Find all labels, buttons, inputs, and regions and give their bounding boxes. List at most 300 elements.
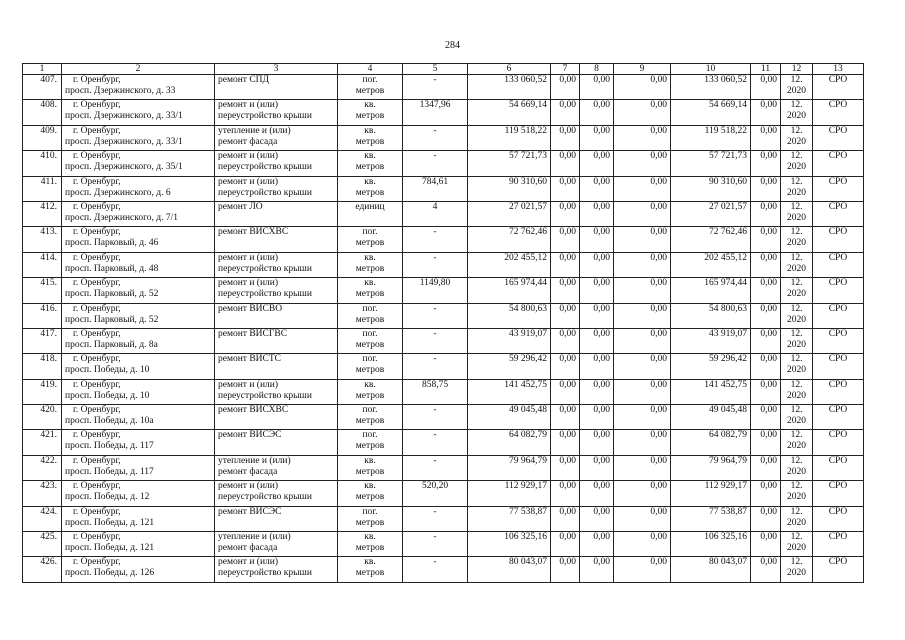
unit-cell [338,328,403,353]
col8-cell: 0,00 [580,75,614,100]
work-type-cell-line: переустройство крыши [218,492,312,503]
col11-cell: 0,00 [751,201,781,226]
address-cell-line: просп. Победы, д. 126 [65,568,155,579]
method-cell: СРО [813,328,864,353]
deadline-cell-line: 2020 [787,365,806,376]
col10-cell: 165 974,44 [671,278,751,303]
deadline-cell [781,481,813,506]
address-cell-line: просп. Парковый, д. 52 [65,289,159,300]
work-type-cell-line: ремонт СПД [218,75,270,85]
work-type-cell [215,379,338,404]
unit-cell [338,176,403,201]
address-cell-line: просп. Дзержинского, д. 6 [65,187,171,198]
unit-cell-line: метров [355,289,385,300]
unit-cell [338,278,403,303]
unit-cell-line: кв. [364,176,376,187]
table-row [23,405,864,430]
unit-cell-line: метров [355,441,385,452]
work-type-cell [215,100,338,125]
row-number-cell: 408. [23,100,62,125]
volume-cell: - [403,430,468,455]
unit-cell [338,506,403,531]
address-cell-line: просп. Дзержинского, д. 33/1 [65,111,183,122]
method-cell: СРО [813,75,864,100]
col10-cell: 112 929,17 [671,481,751,506]
deadline-cell-line: 2020 [787,136,806,147]
address-cell [62,303,215,328]
address-cell [62,405,215,430]
col7-cell: 0,00 [551,506,580,531]
total-cost-cell: 141 452,75 [468,379,551,404]
column-number-header: 3 [215,64,338,75]
deadline-cell [781,278,813,303]
volume-cell: - [403,328,468,353]
unit-cell [338,379,403,404]
col11-cell: 0,00 [751,252,781,277]
work-type-cell-line: ремонт ВИСХВС [218,405,289,416]
col10-cell: 133 060,52 [671,75,751,100]
table-row [23,227,864,252]
col11-cell: 0,00 [751,278,781,303]
col11-cell: 0,00 [751,75,781,100]
address-cell-line: г. Оренбург, [73,557,121,568]
col9-cell: 0,00 [614,506,671,531]
work-type-cell-line: переустройство крыши [218,111,312,122]
column-number-header: 12 [781,64,813,75]
deadline-cell [781,379,813,404]
table-row [23,455,864,480]
deadline-cell-line: 12. [790,100,803,111]
deadline-cell-line: 12. [790,227,803,238]
col11-cell: 0,00 [751,328,781,353]
address-cell [62,151,215,176]
address-cell [62,481,215,506]
deadline-cell [781,354,813,379]
col7-cell: 0,00 [551,100,580,125]
work-type-cell-line: ремонт ВИСВО [218,303,283,314]
col10-cell: 119 518,22 [671,125,751,150]
deadline-cell-line: 2020 [787,162,806,173]
unit-cell-line: кв. [364,532,376,543]
work-type-cell [215,328,338,353]
address-cell-line: просп. Дзержинского, д. 35/1 [65,162,183,173]
work-type-cell [215,430,338,455]
total-cost-cell: 202 455,12 [468,252,551,277]
col11-cell: 0,00 [751,125,781,150]
col10-cell: 141 452,75 [671,379,751,404]
deadline-cell-line: 12. [790,201,803,212]
unit-cell [338,100,403,125]
column-number-header: 6 [468,64,551,75]
unit-cell-line: метров [355,492,385,503]
unit-cell-line: кв. [364,455,376,466]
row-number-cell: 414. [23,252,62,277]
total-cost-cell: 43 919,07 [468,328,551,353]
row-number-cell: 423. [23,481,62,506]
table-row [23,278,864,303]
col7-cell: 0,00 [551,557,580,582]
col8-cell: 0,00 [580,125,614,150]
total-cost-cell: 133 060,52 [468,75,551,100]
col9-cell: 0,00 [614,328,671,353]
unit-cell [338,481,403,506]
unit-cell-line: кв. [364,481,376,492]
work-type-cell-line: ремонт и (или) [218,100,279,111]
volume-cell: - [403,557,468,582]
row-number-cell: 409. [23,125,62,150]
table-row [23,151,864,176]
deadline-cell-line: 2020 [787,568,806,579]
method-cell: СРО [813,455,864,480]
deadline-cell-line: 2020 [787,517,806,528]
work-type-cell [215,125,338,150]
unit-cell-line: метров [355,543,385,554]
address-cell [62,354,215,379]
volume-cell: 1347,96 [403,100,468,125]
work-type-cell [215,303,338,328]
address-cell-line: просп. Победы, д. 117 [65,441,154,452]
unit-cell-line: метров [355,365,385,376]
address-cell-line: просп. Дзержинского, д. 33/1 [65,136,183,147]
address-cell-line: г. Оренбург, [73,506,121,517]
work-type-cell-line: ремонт и (или) [218,176,279,187]
address-cell-line: просп. Победы, д. 121 [65,543,155,554]
unit-cell-line: кв. [364,252,376,263]
col7-cell: 0,00 [551,176,580,201]
deadline-cell-line: 12. [790,125,803,136]
address-cell-line: просп. Парковый, д. 52 [65,314,159,325]
unit-cell [338,532,403,557]
method-cell: СРО [813,481,864,506]
unit-cell-line: метров [355,314,385,325]
col10-cell: 79 964,79 [671,455,751,480]
work-type-cell-line: переустройство крыши [218,263,312,274]
deadline-cell [781,100,813,125]
row-number-cell: 420. [23,405,62,430]
col8-cell: 0,00 [580,176,614,201]
col8-cell: 0,00 [580,278,614,303]
col8-cell: 0,00 [580,557,614,582]
col7-cell: 0,00 [551,328,580,353]
col9-cell: 0,00 [614,227,671,252]
col10-cell: 77 538,87 [671,506,751,531]
col9-cell: 0,00 [614,201,671,226]
deadline-cell-line: 12. [790,379,803,390]
volume-cell: - [403,455,468,480]
col8-cell: 0,00 [580,227,614,252]
address-cell-line: просп. Дзержинского, д. 7/1 [65,212,179,223]
unit-cell [338,201,403,226]
work-type-cell [215,557,338,582]
col9-cell: 0,00 [614,532,671,557]
col8-cell: 0,00 [580,430,614,455]
address-cell-line: просп. Дзержинского, д. 33 [65,86,176,96]
col9-cell: 0,00 [614,75,671,100]
method-cell: СРО [813,125,864,150]
table-row [23,354,864,379]
row-number-cell: 422. [23,455,62,480]
deadline-cell-line: 2020 [787,314,806,325]
deadline-cell-line: 12. [790,430,803,441]
work-type-cell [215,201,338,226]
address-cell-line: г. Оренбург, [73,176,121,187]
method-cell: СРО [813,151,864,176]
unit-cell-line: метров [355,339,385,350]
unit-cell [338,405,403,430]
address-cell [62,278,215,303]
column-number-header: 11 [751,64,781,75]
col11-cell: 0,00 [751,303,781,328]
address-cell-line: просп. Победы, д. 117 [65,466,154,477]
volume-cell: - [403,405,468,430]
table-row [23,328,864,353]
col11-cell: 0,00 [751,455,781,480]
col10-cell: 43 919,07 [671,328,751,353]
volume-cell: - [403,125,468,150]
table-row [23,303,864,328]
address-cell [62,75,215,100]
unit-cell-line: метров [355,162,385,173]
column-number-header: 1 [23,64,62,75]
work-type-cell [215,481,338,506]
col10-cell: 27 021,57 [671,201,751,226]
deadline-cell-line: 2020 [787,86,806,96]
work-type-cell [215,405,338,430]
method-cell: СРО [813,532,864,557]
unit-cell-line: пог. [362,303,378,314]
method-cell: СРО [813,405,864,430]
total-cost-cell: 90 310,60 [468,176,551,201]
col10-cell: 90 310,60 [671,176,751,201]
table-row [23,481,864,506]
col7-cell: 0,00 [551,252,580,277]
address-cell-line: г. Оренбург, [73,328,121,339]
method-cell: СРО [813,278,864,303]
col9-cell: 0,00 [614,430,671,455]
deadline-cell-line: 12. [790,557,803,568]
method-cell: СРО [813,354,864,379]
table-row [23,125,864,150]
method-cell: СРО [813,430,864,455]
address-cell-line: г. Оренбург, [73,278,121,289]
deadline-cell-line: 2020 [787,263,806,274]
total-cost-cell: 72 762,46 [468,227,551,252]
col7-cell: 0,00 [551,481,580,506]
column-number-header: 9 [614,64,671,75]
col8-cell: 0,00 [580,328,614,353]
col8-cell: 0,00 [580,532,614,557]
volume-cell: 1149,80 [403,278,468,303]
unit-cell [338,455,403,480]
col10-cell: 72 762,46 [671,227,751,252]
deadline-cell-line: 12. [790,252,803,263]
work-type-cell-line: переустройство крыши [218,162,312,173]
column-number-row [23,64,864,75]
work-type-cell-line: ремонт ВИСГВС [218,328,288,339]
address-cell-line: просп. Победы, д. 10 [65,390,150,401]
col8-cell: 0,00 [580,455,614,480]
deadline-cell [781,176,813,201]
work-type-cell-line: ремонт ВИСХВС [218,227,289,238]
total-cost-cell: 49 045,48 [468,405,551,430]
deadline-cell [781,151,813,176]
col7-cell: 0,00 [551,532,580,557]
column-number-header: 8 [580,64,614,75]
deadline-cell-line: 2020 [787,390,806,401]
volume-cell: - [403,252,468,277]
row-number-cell: 426. [23,557,62,582]
deadline-cell [781,75,813,100]
unit-cell-line: кв. [364,151,376,162]
address-cell-line: г. Оренбург, [73,227,121,238]
col8-cell: 0,00 [580,303,614,328]
address-cell [62,227,215,252]
col9-cell: 0,00 [614,100,671,125]
deadline-cell-line: 12. [790,176,803,187]
address-cell-line: г. Оренбург, [73,151,121,162]
work-type-cell [215,227,338,252]
unit-cell-line: метров [355,466,385,477]
col8-cell: 0,00 [580,379,614,404]
deadline-cell [781,125,813,150]
unit-cell-line: метров [355,187,385,198]
work-type-cell-line: ремонт ЛО [218,201,263,212]
col9-cell: 0,00 [614,278,671,303]
work-type-cell-line: ремонт фасада [218,543,278,554]
deadline-cell [781,455,813,480]
col9-cell: 0,00 [614,125,671,150]
volume-cell: 858,75 [403,379,468,404]
col7-cell: 0,00 [551,354,580,379]
unit-cell-line: пог. [362,506,378,517]
col11-cell: 0,00 [751,481,781,506]
total-cost-cell: 64 082,79 [468,430,551,455]
col8-cell: 0,00 [580,151,614,176]
deadline-cell [781,532,813,557]
unit-cell-line: пог. [362,227,378,238]
deadline-cell [781,201,813,226]
address-cell [62,557,215,582]
unit-cell [338,125,403,150]
page-number: 284 [445,40,460,51]
unit-cell-line: кв. [364,557,376,568]
col7-cell: 0,00 [551,430,580,455]
col10-cell: 80 043,07 [671,557,751,582]
col10-cell: 106 325,16 [671,532,751,557]
work-type-cell-line: ремонт ВИСЭС [218,506,282,517]
col9-cell: 0,00 [614,354,671,379]
deadline-cell [781,252,813,277]
total-cost-cell: 77 538,87 [468,506,551,531]
unit-cell [338,252,403,277]
col8-cell: 0,00 [580,100,614,125]
volume-cell: - [403,151,468,176]
work-type-cell [215,354,338,379]
work-type-cell-line: ремонт и (или) [218,557,279,568]
col8-cell: 0,00 [580,481,614,506]
total-cost-cell: 119 518,22 [468,125,551,150]
deadline-cell [781,328,813,353]
column-number-header: 4 [338,64,403,75]
col11-cell: 0,00 [751,506,781,531]
unit-cell-line: метров [355,517,385,528]
address-cell-line: г. Оренбург, [73,430,121,441]
col7-cell: 0,00 [551,227,580,252]
unit-cell-line: пог. [362,405,378,416]
deadline-cell-line: 2020 [787,441,806,452]
row-number-cell: 407. [23,75,62,100]
volume-cell: - [403,303,468,328]
unit-cell [338,303,403,328]
col11-cell: 0,00 [751,227,781,252]
work-type-cell-line: утепление и (или) [218,532,291,543]
deadline-cell-line: 2020 [787,492,806,503]
unit-cell [338,227,403,252]
work-type-cell [215,151,338,176]
volume-cell: - [403,75,468,100]
deadline-cell-line: 12. [790,405,803,416]
col7-cell: 0,00 [551,75,580,100]
column-number-header: 2 [62,64,215,75]
unit-cell-line: кв. [364,100,376,111]
method-cell: СРО [813,201,864,226]
work-type-cell-line: утепление и (или) [218,455,291,466]
work-type-cell-line: ремонт и (или) [218,278,279,289]
method-cell: СРО [813,176,864,201]
address-cell-line: просп. Победы, д. 10 [65,365,150,376]
address-cell-line: г. Оренбург, [73,405,121,416]
deadline-cell-line: 12. [790,75,803,85]
deadline-cell-line: 2020 [787,466,806,477]
deadline-cell [781,405,813,430]
total-cost-cell: 165 974,44 [468,278,551,303]
work-type-cell-line: утепление и (или) [218,125,291,136]
unit-cell-line: метров [355,111,385,122]
address-cell-line: г. Оренбург, [73,303,121,314]
address-cell [62,176,215,201]
col11-cell: 0,00 [751,379,781,404]
unit-cell-line: пог. [362,430,378,441]
deadline-cell-line: 2020 [787,238,806,249]
unit-cell-line: метров [355,136,385,147]
col10-cell: 59 296,42 [671,354,751,379]
unit-cell-line: метров [355,390,385,401]
work-type-cell [215,176,338,201]
address-cell [62,125,215,150]
volume-cell: - [403,506,468,531]
table-row [23,430,864,455]
col9-cell: 0,00 [614,176,671,201]
address-cell [62,506,215,531]
work-type-cell [215,252,338,277]
total-cost-cell: 54 669,14 [468,100,551,125]
deadline-cell [781,303,813,328]
unit-cell-line: пог. [362,75,378,85]
table-row [23,252,864,277]
volume-cell: 520,20 [403,481,468,506]
method-cell: СРО [813,252,864,277]
work-type-cell-line: ремонт ВИСТС [218,354,282,365]
volume-cell: 4 [403,201,468,226]
table-row [23,100,864,125]
row-number-cell: 424. [23,506,62,531]
unit-cell-line: метров [355,568,385,579]
table-row [23,557,864,582]
column-number-header: 7 [551,64,580,75]
work-type-cell-line: ремонт и (или) [218,379,279,390]
col11-cell: 0,00 [751,532,781,557]
address-cell [62,201,215,226]
